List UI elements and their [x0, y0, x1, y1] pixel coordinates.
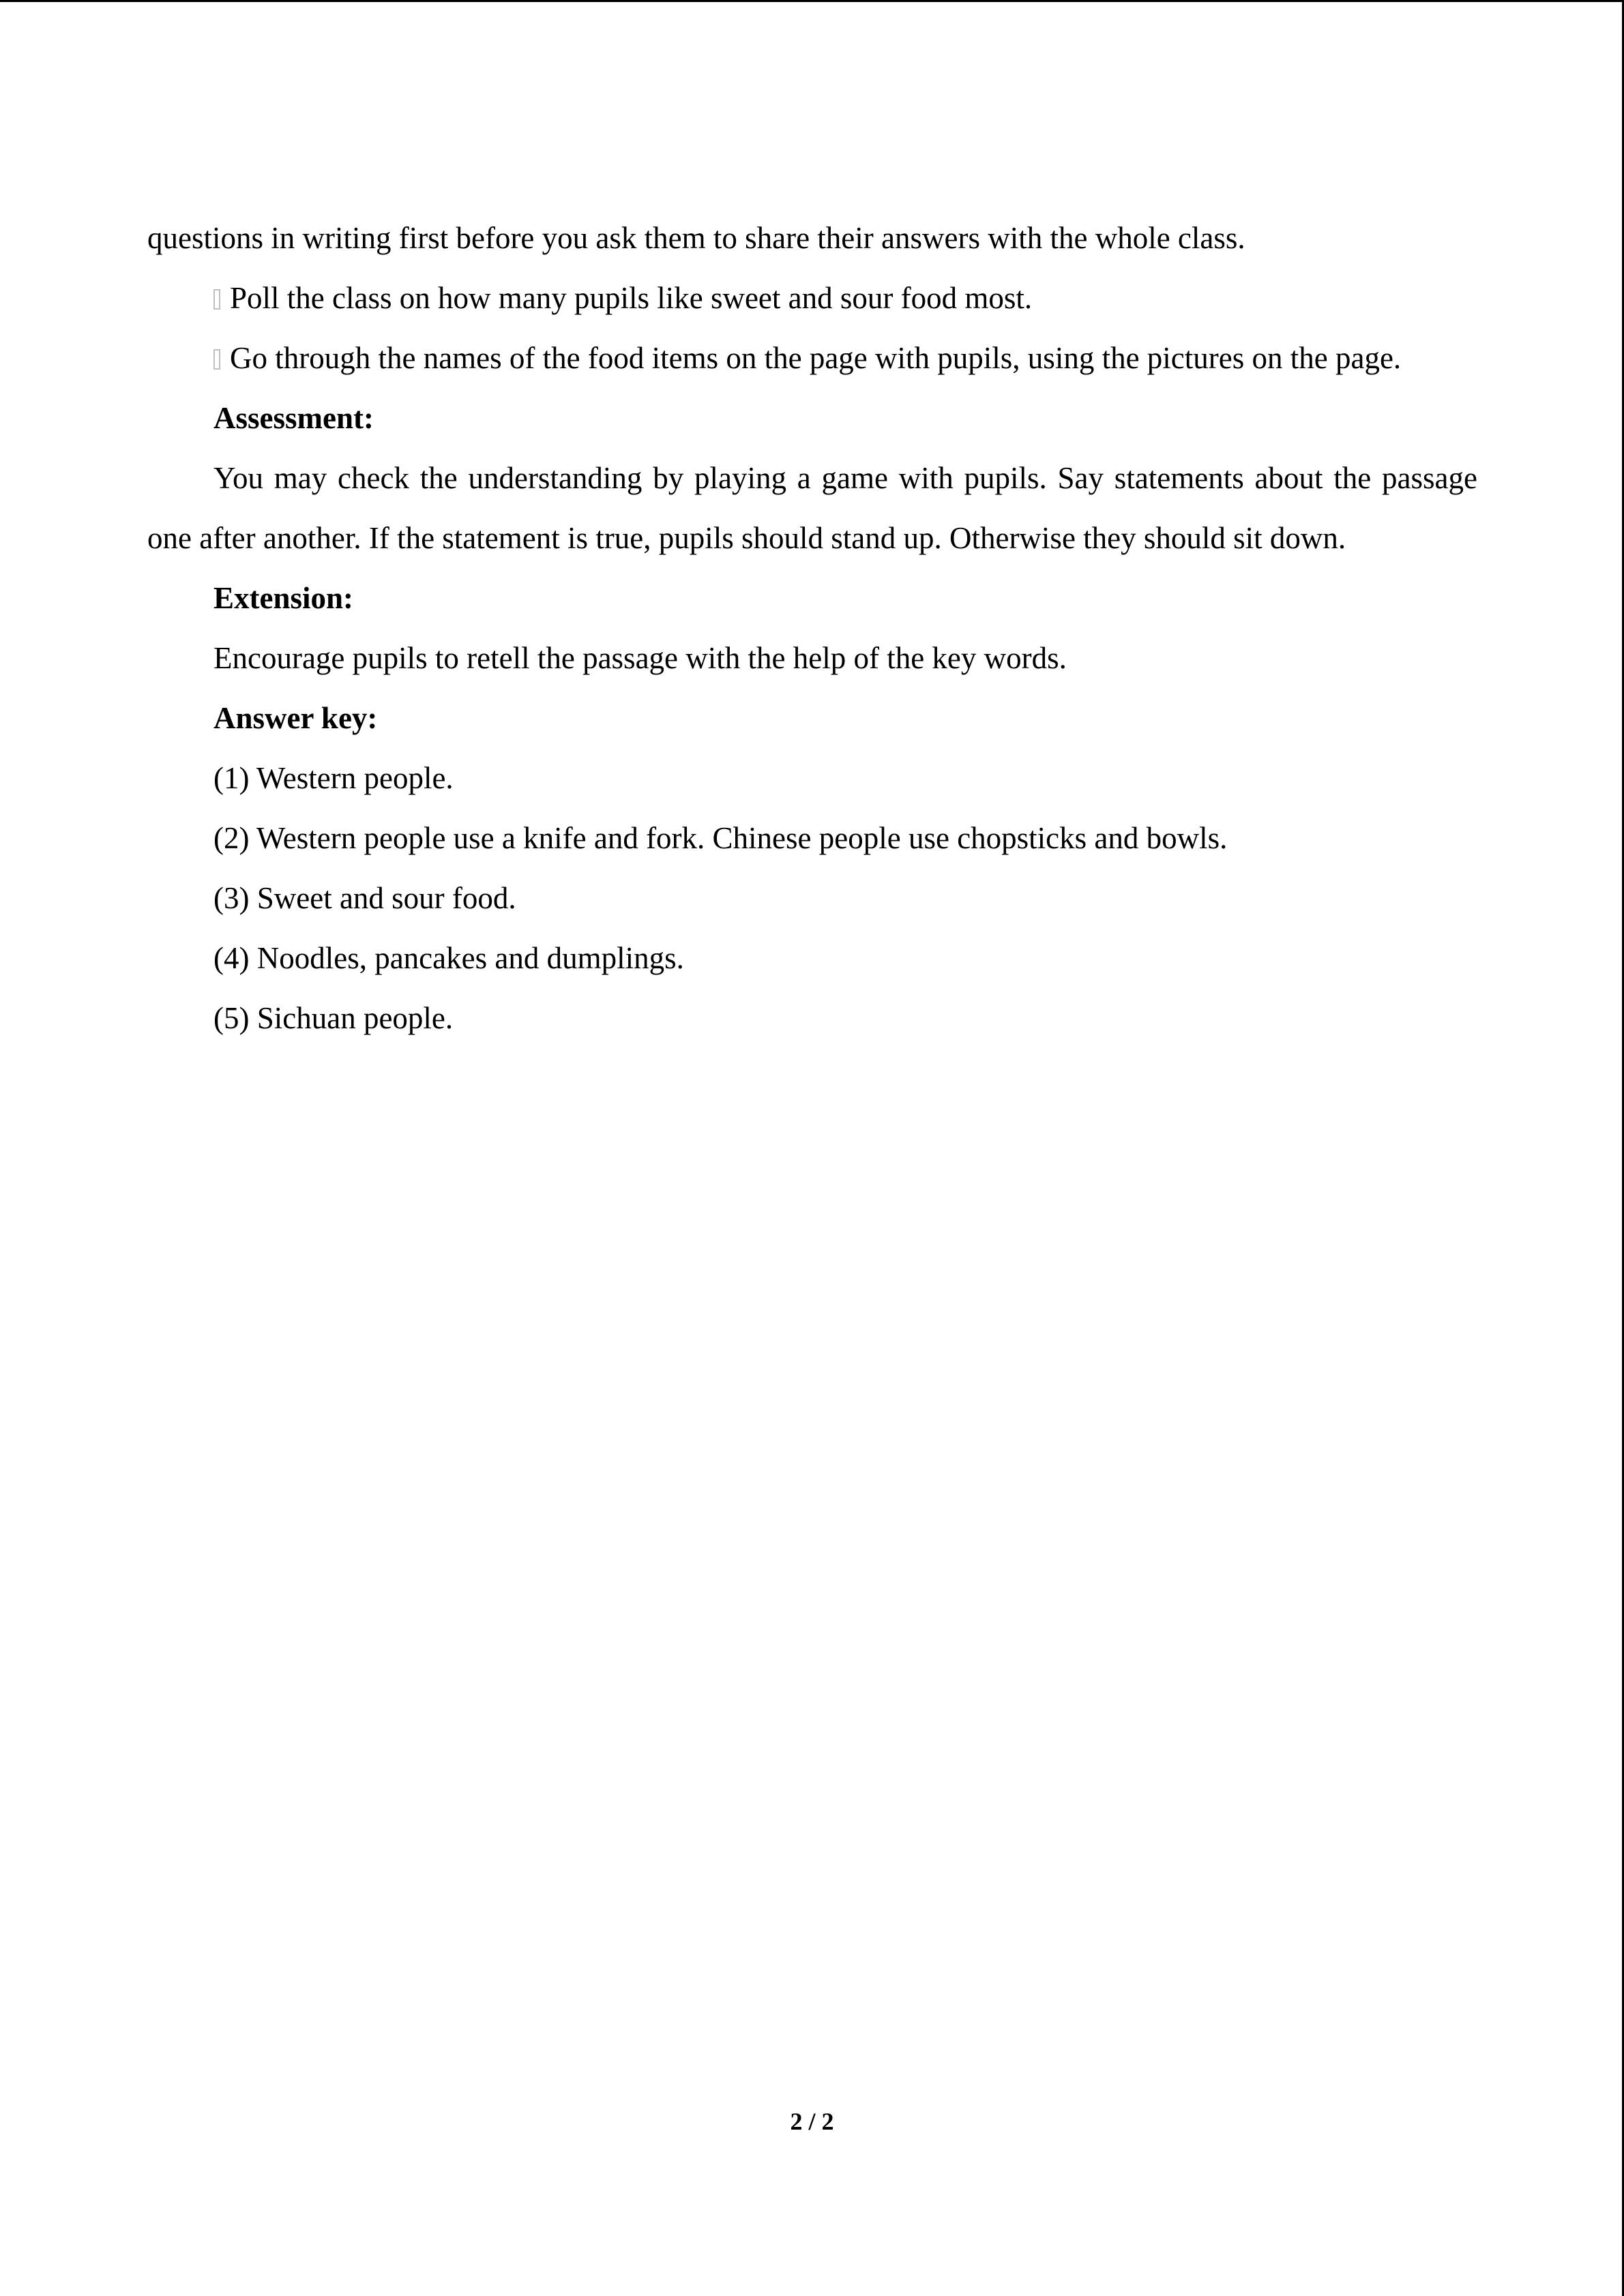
bullet-text: Go through the names of the food items on the page with pupils, using the pictures on the page. — [230, 341, 1402, 375]
bullet-icon — [213, 289, 220, 310]
bullet-item — [147, 328, 1477, 388]
answer-key-item: (4) Noodles, pancakes and dumplings. — [213, 941, 684, 975]
answer-key-heading: Answer key: — [213, 701, 378, 735]
bullet-icon — [213, 349, 220, 370]
assessment-heading: Assessment: — [213, 401, 374, 435]
answer-key-item: (1) Western people. — [213, 761, 454, 795]
bullet-text: Poll the class on how many pupils like sweet and sour food most. — [230, 281, 1033, 315]
extension-paragraph: Encourage pupils to retell the passage with the help of the key words. — [213, 641, 1067, 675]
page-content — [147, 208, 1477, 1048]
assessment-paragraph: You may check the understanding by playing a game with pupils. Say statements about the passage one after another. If the statement is true, pupils should stand up. Otherwise they should sit down. — [147, 461, 1477, 555]
answer-key-item: (5) Sichuan people. — [213, 1001, 454, 1035]
answer-key-item: (3) Sweet and sour food. — [213, 881, 516, 915]
answer-key-item: (2) Western people use a knife and fork. Chinese people use chopsticks and bowls. — [213, 821, 1228, 855]
extension-heading: Extension: — [213, 581, 354, 615]
continuation-line: questions in writing first before you ask them to share their answers with the whole class. — [147, 221, 1245, 255]
bullet-item — [147, 268, 1477, 328]
page-number: 2 / 2 — [790, 2108, 834, 2135]
